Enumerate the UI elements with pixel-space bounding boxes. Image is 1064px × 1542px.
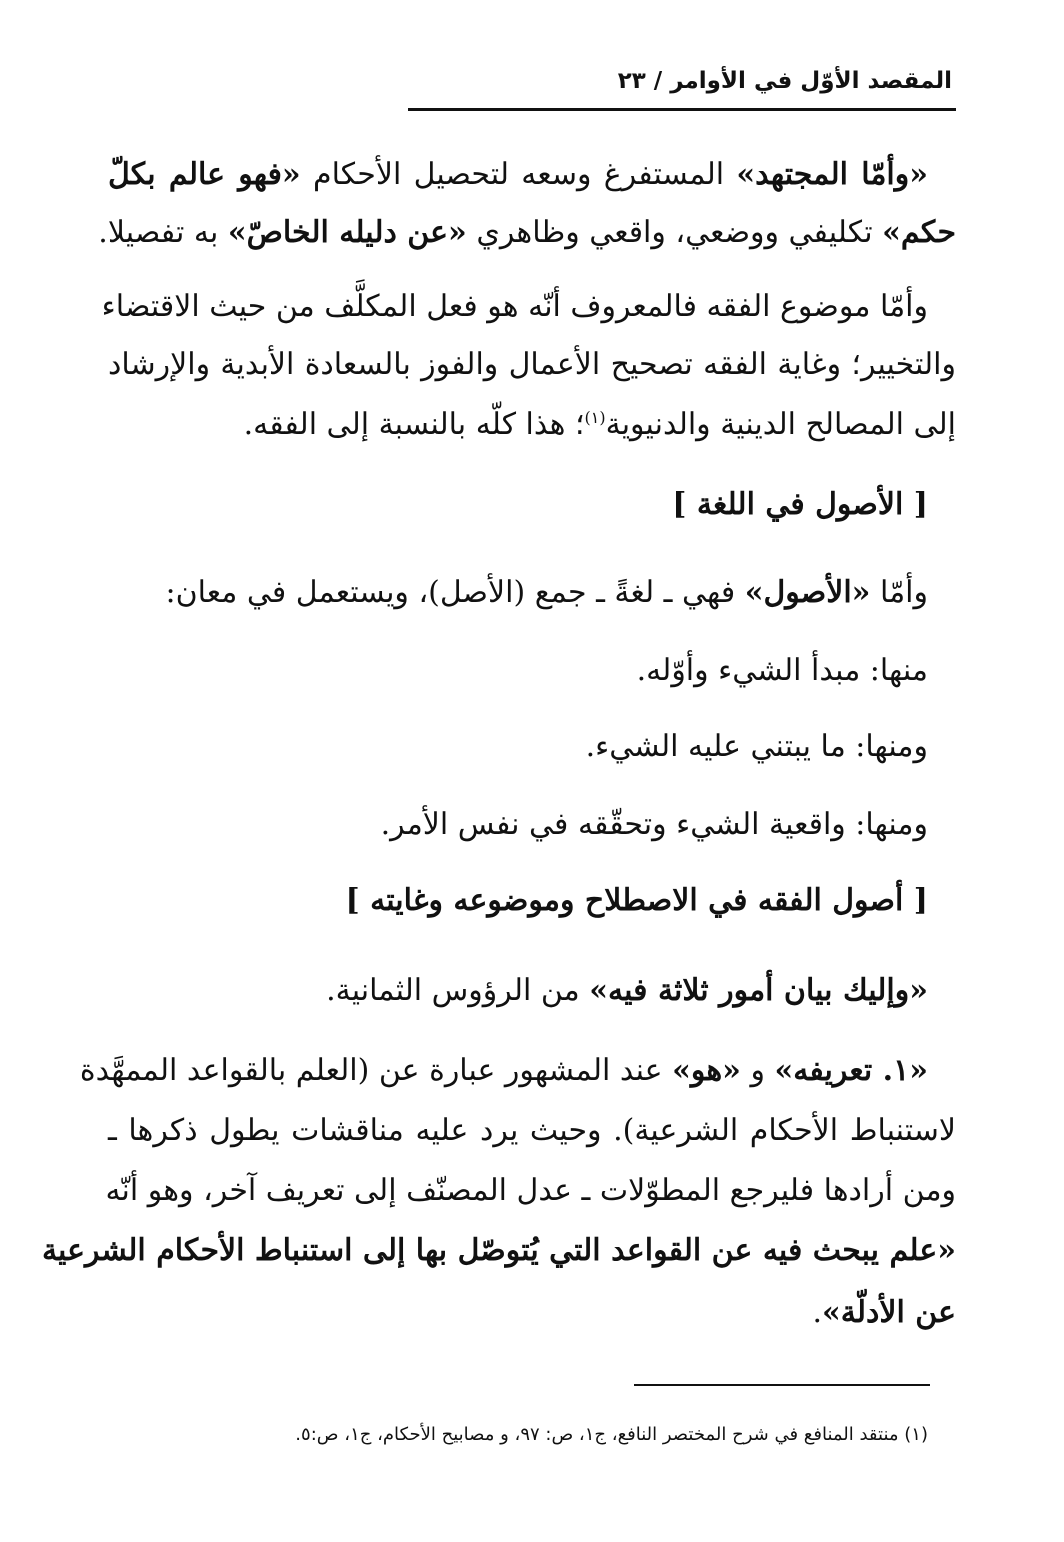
bold-phrase: «وإليك بيان أمور ثلاثة فيه» — [589, 973, 928, 1008]
list-item: ومنها: واقعية الشيء وتحقّقه في نفس الأمر. — [380, 807, 928, 842]
text-run: . — [812, 1295, 823, 1330]
paragraph-line: والتخيير؛ وغاية الفقه تصحيح الأعمال والفوز بالسعادة الأبدية والإرشاد — [108, 347, 956, 382]
footnote-marker[interactable]: (١) — [584, 408, 606, 427]
text-run: به تفصيلا. — [98, 215, 228, 250]
paragraph-line — [79, 1046, 928, 1096]
bold-phrase: «عن دليله الخاصّ» — [227, 215, 467, 250]
paragraph-line: لاستنباط الأحكام الشرعية). وحيث يرد عليه مناقشات يطول ذكرها ـ — [108, 1113, 956, 1148]
text-run: تكليفي ووضعي، واقعي وظاهري — [466, 215, 883, 250]
bold-phrase: «وأمّا المجتهد» — [736, 157, 928, 192]
bold-phrase: «علم يبحث فيه عن القواعد التي يُتوصّل بها إلى استنباط الأحكام الشرعية — [41, 1233, 956, 1268]
paragraph-line — [108, 966, 928, 1016]
bold-phrase: عن الأدلّة» — [822, 1295, 956, 1330]
bold-phrase: «فهو عالم بكلّ — [108, 157, 301, 192]
footnote-rule — [634, 1384, 930, 1386]
section-heading: [ الأصول في اللغة ] — [672, 487, 928, 522]
paragraph-line — [108, 568, 928, 618]
text-run: عند المشهور عبارة عن (العلم بالقواعد الممهَّدة — [79, 1053, 673, 1088]
text-run: إلى المصالح الدينية والدنيوية — [605, 407, 956, 442]
paragraph-line — [98, 208, 956, 258]
text-run: فهي ـ لغةً ـ جمع (الأصل)، ويستعمل في معان: — [165, 575, 745, 610]
bold-phrase: «هو» — [672, 1053, 741, 1088]
paragraph-line — [108, 400, 956, 450]
paragraph-line — [108, 1288, 956, 1338]
running-header: المقصد الأوّل في الأوامر / ٢٣ — [617, 68, 952, 94]
footnote-text: (١) منتقد المنافع في شرح المختصر النافع، ج١، ص: ٩٧، و مصابيح الأحكام، ج١، ص:٥. — [295, 1424, 928, 1445]
list-item: منها: مبدأ الشيء وأوّله. — [636, 653, 928, 688]
section-heading: [ أصول الفقه في الاصطلاح وموضوعه وغايته ] — [345, 883, 928, 918]
bold-phrase: «١. تعريفه» — [774, 1053, 928, 1088]
text-run: وأمّا — [870, 575, 928, 610]
text-run: ؛ هذا كلّه بالنسبة إلى الفقه. — [243, 407, 585, 442]
bold-phrase: «الأصول» — [744, 575, 871, 610]
paragraph-line — [108, 150, 928, 200]
paragraph-line: وأمّا موضوع الفقه فالمعروف أنّه هو فعل المكلَّف من حيث الاقتضاء — [101, 289, 928, 324]
text-run: المستفرغ وسعه لتحصيل الأحكام — [300, 157, 737, 192]
header-rule — [408, 108, 956, 111]
paragraph-line: ومن أرادها فليرجع المطوّلات ـ عدل المصنّف إلى تعريف آخر، وهو أنّه — [105, 1173, 956, 1208]
text-run: من الرؤوس الثمانية. — [326, 973, 590, 1008]
text-run: و — [740, 1053, 775, 1088]
list-item: ومنها: ما يبتني عليه الشيء. — [585, 729, 928, 764]
paragraph-line — [41, 1226, 956, 1276]
bold-phrase: حكم» — [882, 215, 956, 250]
